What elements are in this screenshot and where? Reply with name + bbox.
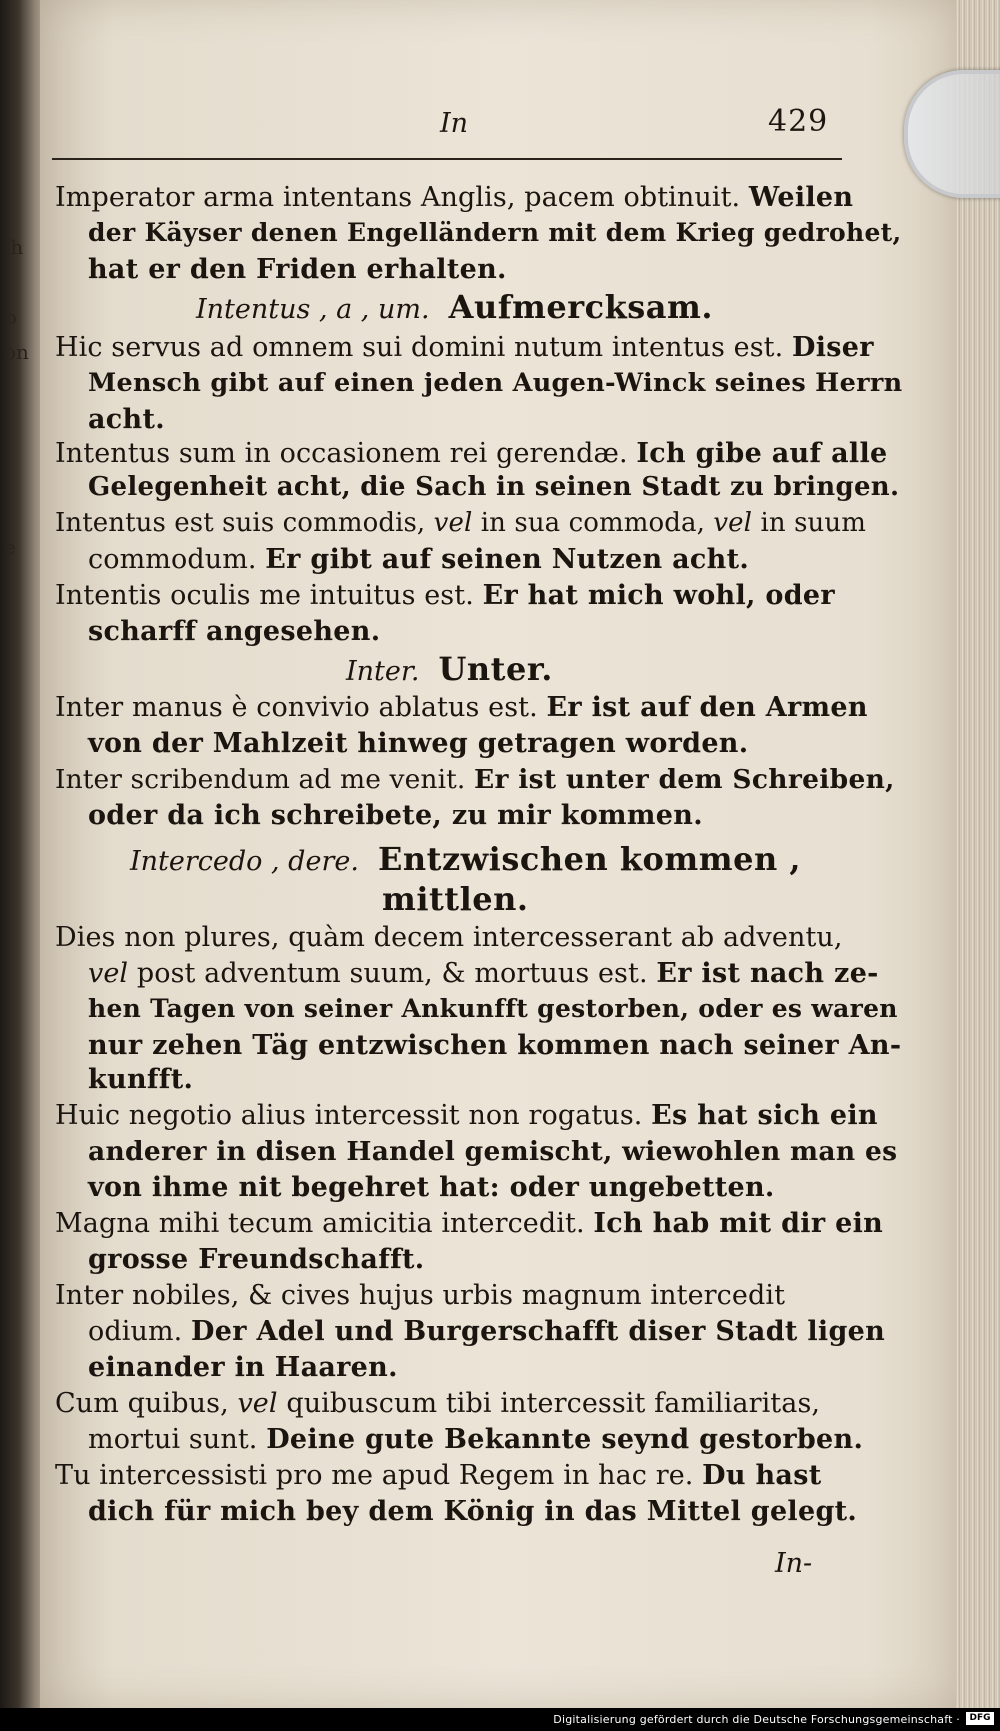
text-line [88,616,380,647]
header-rule [52,158,842,160]
text-line [88,1244,425,1275]
latin-text: Cum quibus, [55,1388,229,1419]
latin-text: in suum [760,508,866,538]
latin-text: in sua commoda, [480,508,706,538]
text-line [55,438,887,469]
text-line [88,1424,863,1455]
dfg-logo: DFG [966,1712,994,1725]
lemma-latin: Inter. [346,656,420,687]
text-line [88,728,748,759]
latin-text: Intentus est suis commodis, [55,508,426,538]
latin-text: Tu intercessisti pro me apud Regem in hac re. [55,1460,694,1491]
text-line [88,404,165,435]
latin-text: Magna mihi tecum amicitia intercedit. [55,1208,585,1239]
footer-credit: Digitalisierung gefördert durch die Deutsche Forschungsgemeinschaft · [553,1713,960,1726]
latin-text: odium. [88,1316,183,1347]
lemma-latin: Intercedo , dere. [130,846,359,877]
text-line [55,1280,785,1311]
latin-text: Intentus sum in occasionem rei gerendæ. [55,438,628,469]
text-line [88,800,703,831]
text-line [88,472,899,502]
german-text: hat er den Friden erhalten. [88,254,507,285]
lemma-german: Unter. [438,650,553,688]
latin-text: Hic servus ad omnem sui domini nutum intentus est. [55,332,784,363]
german-text: Der Adel und Burgerschafft diser Stadt ligen [191,1316,886,1347]
text-line [55,580,835,611]
text-line [55,692,868,723]
latin-text: mortui sunt. [88,1424,258,1455]
text-line [88,368,902,398]
german-text: Deine gute Bekannte seynd gestorben. [266,1424,864,1455]
german-text: Er ist unter dem Schreiben, [473,764,895,795]
margin-scrap: on [4,340,29,364]
german-text: anderer in disen Handel gemischt, wiewohlen man es [88,1136,898,1167]
latin-text: Inter nobiles, & cives hujus urbis magnum intercedit [55,1280,786,1311]
text-line [88,1136,897,1167]
text-line [88,544,749,575]
lemma-heading [346,650,553,688]
german-text: Es hat sich ein [651,1100,878,1131]
margin-scrap: ih [4,235,24,259]
latin-text: Huic negotio alius intercessit non rogatus. [55,1100,643,1131]
text-line [55,1460,822,1491]
german-text: scharff angesehen. [88,616,381,647]
german-text: Er gibt auf seinen Nutzen acht. [265,544,750,575]
text-line [55,1100,878,1131]
text-line [88,218,902,247]
margin-scrap: i [4,490,11,514]
lemma-latin: Intentus , a , um. [196,294,430,325]
german-text: Gelegenheit acht, die Sach in seinen Stadt zu bringen. [88,472,900,502]
text-line [55,764,895,795]
text-line [88,1030,901,1061]
latin-vel: vel [713,508,753,538]
page-fore-edge [956,0,1000,1708]
text-line [88,1496,857,1527]
latin-text: Dies non plures, quàm decem intercesserant ab adventu, [55,922,843,953]
german-text: dich für mich bey dem König in das Mittel gelegt. [88,1496,858,1527]
margin-scrap: i [4,440,11,464]
german-text: der Käyser denen Engelländern mit dem Krieg gedrohet, [88,218,902,247]
german-text: Mensch gibt auf einen jeden Augen-Winck seines Herrn [88,368,903,398]
text-line [55,508,866,538]
german-text: acht. [88,404,165,435]
text-line [55,1208,883,1239]
text-line [88,994,898,1023]
german-text: Ich gibe auf alle [636,438,888,469]
latin-vel: vel [88,958,129,989]
running-head: In [440,108,469,139]
left-margin-scraps [0,0,46,1731]
text-line [55,332,874,363]
german-text: hen Tagen von seiner Ankunfft gestorben, oder es waren [88,994,898,1023]
german-text: von ihme nit begehret hat: oder ungebetten. [88,1172,775,1203]
lemma-german: Entzwischen kommen , [378,840,801,878]
german-text: oder da ich schreibete, zu mir kommen. [88,800,703,831]
german-text: kunfft. [88,1064,194,1095]
margin-scrap: b [4,305,17,329]
latin-text: commodum. [88,544,257,575]
german-text: Ich hab mit dir ein [593,1208,884,1239]
latin-text: Inter manus è convivio ablatus est. [55,692,538,723]
text-line [88,1316,885,1347]
german-text: Er ist nach ze- [656,958,879,989]
latin-text: post adventum suum, & mortuus est. [136,958,648,989]
lemma-heading [196,288,713,326]
german-text: grosse Freundschafft. [88,1244,425,1275]
german-text: Er ist auf den Armen [546,692,868,723]
text-line [88,958,879,989]
german-text: Er hat mich wohl, oder [482,580,835,611]
german-text: Du hast [702,1460,822,1491]
text-line [55,1388,820,1419]
catchword: In- [775,1548,813,1579]
text-line [55,182,853,213]
latin-text: Imperator arma intentans Anglis, pacem obtinuit. [55,182,741,213]
latin-text: Intentis oculis me intuitus est. [55,580,474,611]
german-text: von der Mahlzeit hinweg getragen worden. [88,728,749,759]
page-number: 429 [768,104,829,139]
german-text: nur zehen Täg entzwischen kommen nach seiner An- [88,1030,902,1061]
lemma-heading-continued [382,880,529,918]
german-text: Weilen [748,182,854,213]
lemma-german: Aufmercksam. [448,288,713,326]
lemma-german: mittlen. [382,880,529,918]
text-line [88,254,507,285]
latin-text: Inter scribendum ad me venit. [55,764,466,795]
text-line [88,1064,193,1095]
margin-scrap: i [4,400,11,424]
text-line [88,1172,775,1203]
margin-scrap: e [4,535,16,559]
text-line [88,1352,398,1383]
text-line [55,922,843,953]
german-text: einander in Haaren. [88,1352,398,1383]
lemma-heading [130,840,801,878]
margin-scrap: i [4,175,11,199]
german-text: Diser [792,332,874,363]
latin-vel: vel [237,1388,278,1419]
latin-text: quibuscum tibi intercessit familiaritas, [286,1388,821,1419]
latin-vel: vel [433,508,473,538]
